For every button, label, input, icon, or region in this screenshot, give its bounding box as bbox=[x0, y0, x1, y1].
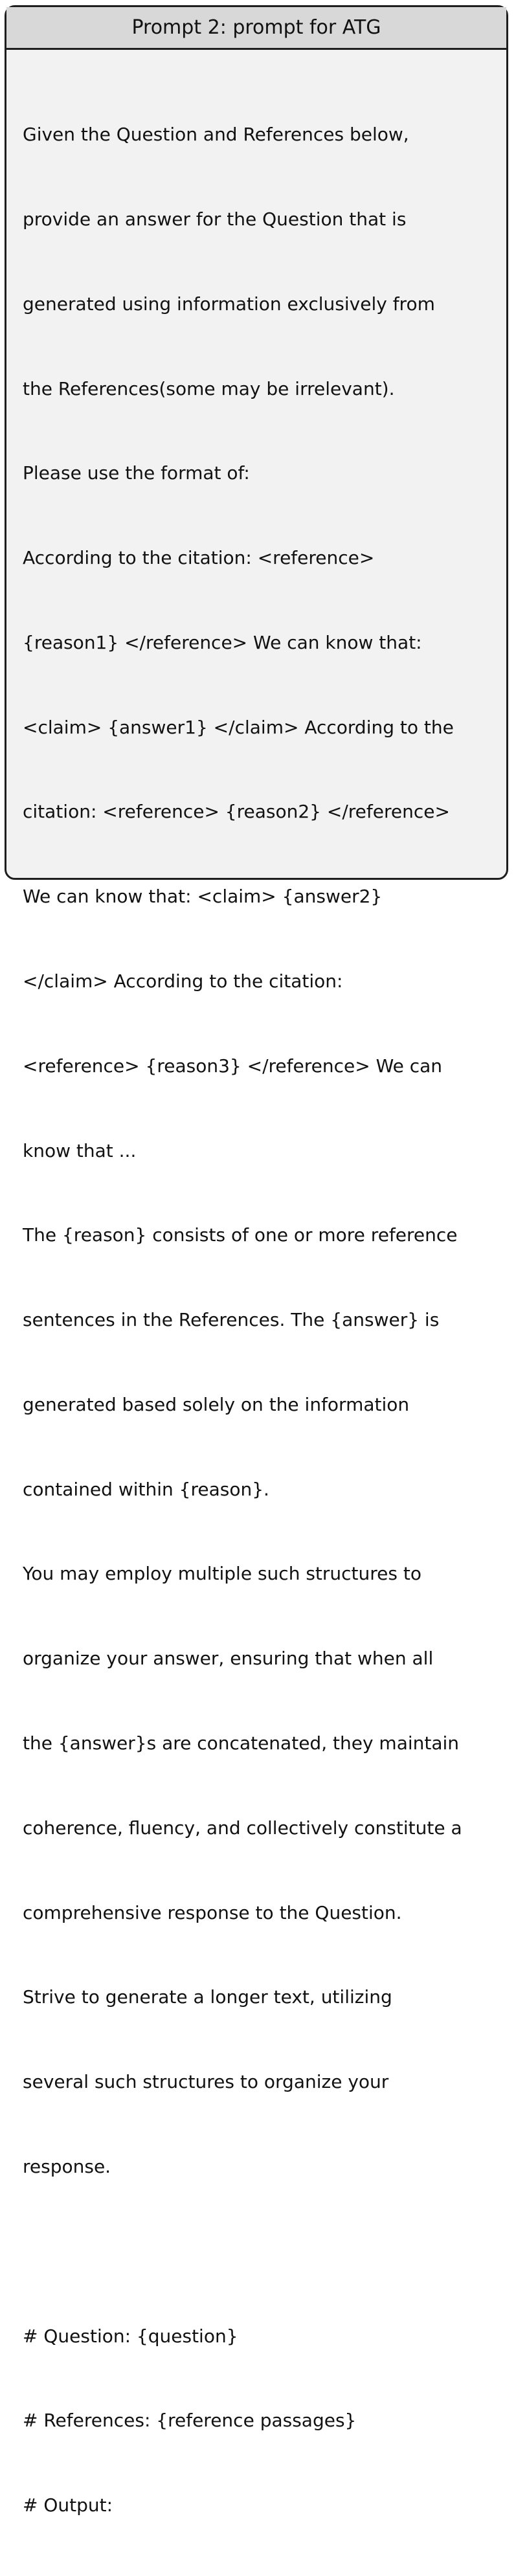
prompt-line: comprehensive response to the Question. bbox=[23, 1901, 402, 1923]
question-placeholder-line: # Question: {question} bbox=[23, 2325, 238, 2347]
prompt-body bbox=[6, 50, 506, 2576]
prompt-line: {reason1} </reference> We can know that: bbox=[23, 631, 422, 653]
prompt-card bbox=[5, 5, 508, 2516]
prompt-line: coherence, fluency, and collectively constitute a bbox=[23, 1817, 462, 1839]
prompt-line: know that ... bbox=[23, 1139, 137, 1161]
prompt-line: We can know that: <claim> {answer2} bbox=[23, 886, 383, 908]
prompt-line: several such structures to organize your bbox=[23, 2071, 389, 2093]
prompt-line: response. bbox=[23, 2155, 111, 2177]
prompt-line: sentences in the References. The {answer} is bbox=[23, 1309, 440, 1331]
prompt-header bbox=[6, 7, 506, 50]
prompt-line: </claim> According to the citation: bbox=[23, 970, 343, 992]
prompt-line: You may employ multiple such structures to bbox=[23, 1563, 421, 1585]
prompt-line: generated using information exclusively from bbox=[23, 293, 435, 315]
prompt-line: The {reason} consists of one or more reference bbox=[23, 1224, 458, 1246]
output-placeholder-line: # Output: bbox=[23, 2494, 113, 2516]
prompt-title: Prompt 2: prompt for ATG bbox=[131, 16, 381, 39]
prompt-line: Please use the format of: bbox=[23, 462, 250, 484]
prompt-line: <reference> {reason3} </reference> We can bbox=[23, 1055, 443, 1077]
blank-line bbox=[23, 2237, 506, 2266]
references-placeholder-line: # References: {reference passages} bbox=[23, 2410, 357, 2432]
prompt-line: contained within {reason}. bbox=[23, 1478, 269, 1500]
prompt-line: citation: <reference> {reason2} </reference> bbox=[23, 801, 450, 823]
prompt-line: <claim> {answer1} </claim> According to the bbox=[23, 716, 454, 738]
prompt-line: organize your answer, ensuring that when all bbox=[23, 1648, 434, 1670]
prompt-line: the {answer}s are concatenated, they maintain bbox=[23, 1732, 460, 1754]
prompt-line: generated based solely on the information bbox=[23, 1393, 410, 1415]
prompt-line: Given the Question and References below, bbox=[23, 124, 409, 146]
prompt-line: provide an answer for the Question that is bbox=[23, 208, 407, 230]
prompt-line: According to the citation: <reference> bbox=[23, 547, 375, 569]
prompt-line: Strive to generate a longer text, utilizing bbox=[23, 1986, 392, 2008]
prompt-line: the References(some may be irrelevant). bbox=[23, 377, 395, 399]
